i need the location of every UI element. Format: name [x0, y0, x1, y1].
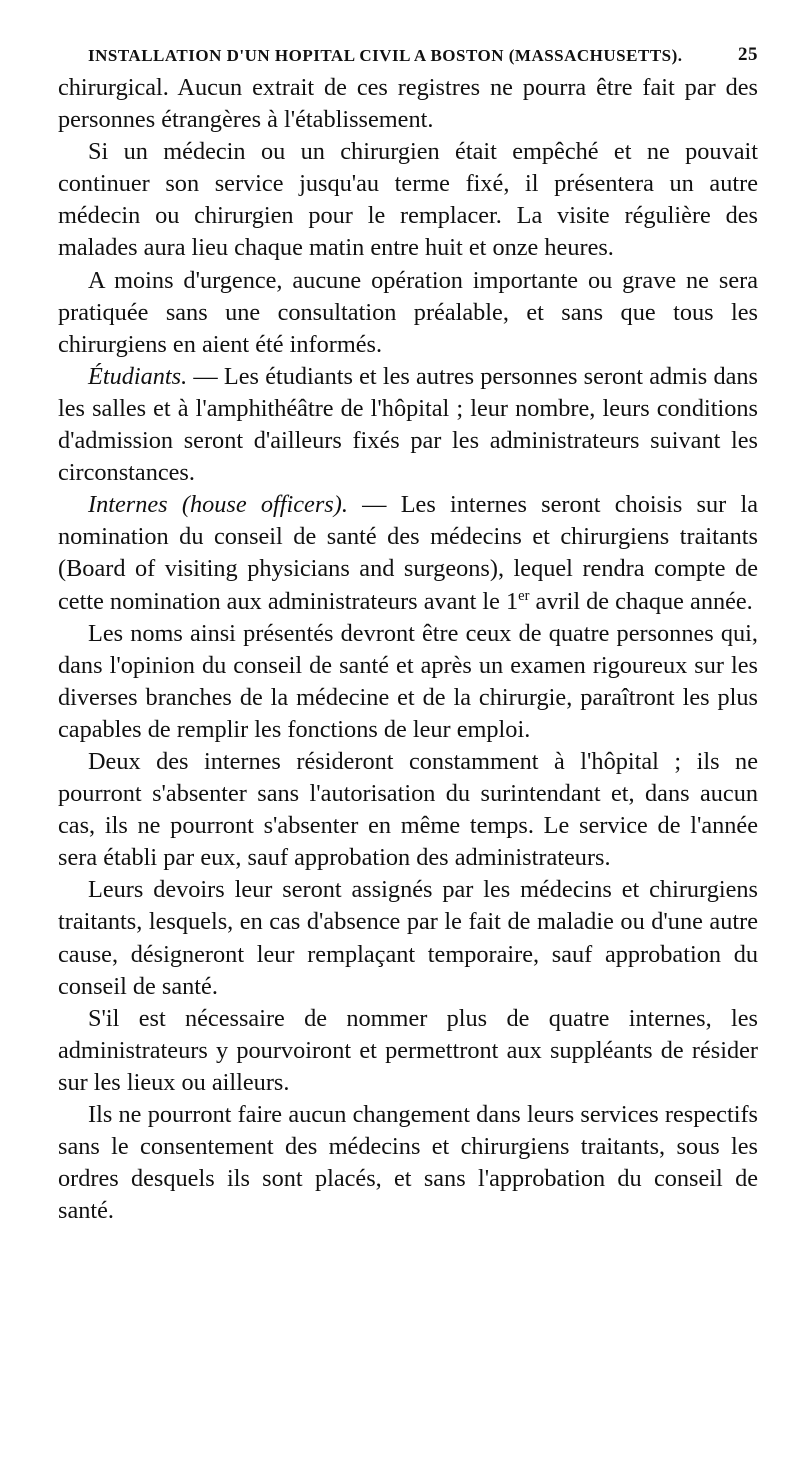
book-page: [58, 38, 758, 1227]
paragraph-text-end: avril de chaque année.: [529, 587, 753, 615]
paragraph-text: Ils ne pourront faire aucun changement dans leurs services respectifs sans le consentement des médecins et chirurgiens traitants, sous les ordres desquels ils sont placés, et sans l'approbation du conseil de santé.: [58, 1101, 758, 1225]
paragraph-etudiants: [58, 361, 758, 489]
paragraph-text: S'il est nécessaire de nommer plus de quatre internes, les administrateurs y pourvoiront et permettront aux suppléants de résider sur les lieux ou ailleurs.: [58, 1004, 758, 1096]
paragraph-noms: [58, 618, 758, 746]
body-text: [58, 72, 758, 1227]
paragraph-text: Si un médecin ou un chirurgien était empêché et ne pouvait continuer son service jusqu'au terme fixé, il présentera un autre médecin ou chirurgien pour le remplacer. La visite régulière des malades aura lieu chaque matin entre huit et onze heures.: [58, 138, 758, 262]
paragraph-text: Les noms ainsi présentés devront être ceux de quatre personnes qui, dans l'opinion du conseil de santé et après un examen rigoureux sur les diverses branches de la médecine et de la chirurgie, paraîtront les plus capables de remplir les fonctions de leur emploi.: [58, 619, 758, 743]
paragraph-registres: [58, 72, 758, 136]
paragraph-text: Leurs devoirs leur seront assignés par les médecins et chirurgiens traitants, lesquels, en cas d'absence par le fait de maladie ou d'une autre cause, désigneront leur remplaçant temporaire, sauf approbation du conseil de santé.: [58, 876, 758, 1000]
section-lead-internes: Internes (house officers).: [88, 491, 348, 519]
running-header: [58, 38, 758, 72]
paragraph-residence: [58, 746, 758, 874]
paragraph-changements: [58, 1099, 758, 1227]
paragraph-remplacement: [58, 136, 758, 264]
page-number: 25: [738, 44, 758, 65]
paragraph-text: Deux des internes résideront constamment à l'hôpital ; ils ne pourront s'absenter sans l'autorisation du surintendant et, dans aucun cas, ils ne pourront s'absenter en même temps. Le service de l'année sera établi par eux, sauf approbation des administrateurs.: [58, 747, 758, 872]
paragraph-devoirs: [58, 874, 758, 1002]
paragraph-text: — Les internes seront choisis sur la nomination du conseil de santé des médecins et chirurgiens traitants (Board of visiting physicians and surgeons), lequel rendra compte de cette nomination aux administrateurs avant le 1: [58, 491, 758, 615]
section-lead-etudiants: Étudiants.: [88, 362, 188, 390]
paragraph-text: chirurgical. Aucun extrait de ces registres ne pourra être fait par des personnes étrangères à l'établissement.: [58, 74, 758, 134]
superscript-er: er: [518, 587, 530, 604]
running-title: INSTALLATION D'UN HOPITAL CIVIL A BOSTON (MASSACHUSETTS).: [88, 46, 683, 65]
paragraph-text: A moins d'urgence, aucune opération importante ou grave ne sera pratiquée sans une consultation préalable, et sans que tous les chirurgiens en aient été informés.: [58, 266, 758, 358]
paragraph-internes: [58, 489, 758, 617]
paragraph-urgence: [58, 265, 758, 361]
paragraph-text: — Les étudiants et les autres personnes seront admis dans les salles et à l'amphithéâtre de l'hôpital ; leur nombre, leurs conditions d'admission seront d'ailleurs fixés par les administrateurs suivant les circonstances.: [58, 362, 758, 487]
paragraph-suppleants: [58, 1003, 758, 1099]
